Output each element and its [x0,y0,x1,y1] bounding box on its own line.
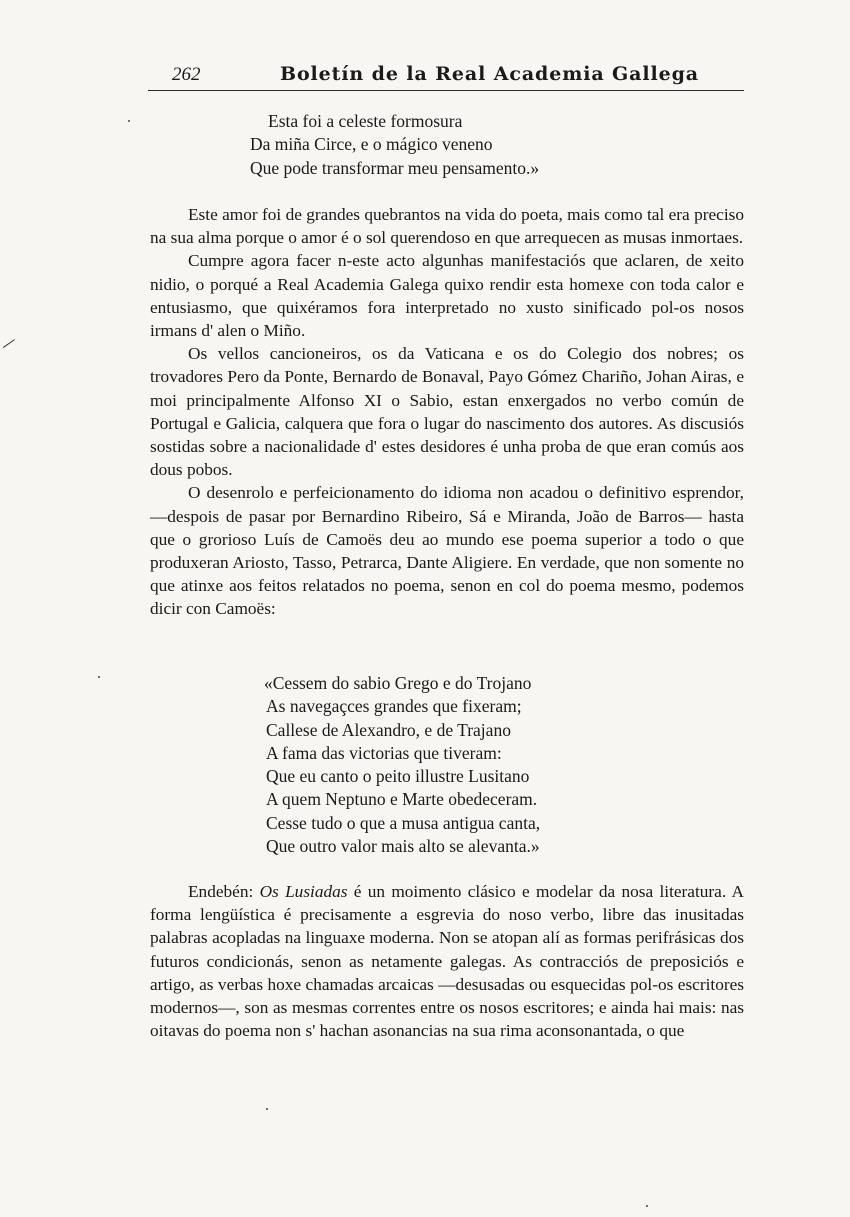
paragraph: Cumpre agora facer n-este acto algunhas manifestaciós que aclaren, de xeito nidio, o porqué a Real Academia Galega quixo rendir esta homexe con toda calor e entusiasmo, que quixéramos fora interpretado no xusto sinificado pol-os nosos irmans d' alen o Miño. [150,251,744,341]
paragraph: O desenrolo e perfeicionamento do idioma non acadou o definitivo esprendor, —despois de pasar por Bernardino Ribeiro, Sá e Miranda, João de Barros— hasta que o grorioso Luís de Camoës deu ao mundo ese poema superior a todo o que produxeran Ariosto, Tasso, Petrarca, Dante Aligiere. En verdade, que non somente no que atinxe aos feitos relatados no poema, senon en col do poema mesmo, podemos dicir con Camoës: [150,483,744,619]
verse-line: «Cessem do sabio Grego e do Trojano [264,673,532,693]
body-text-2 [150,880,744,1042]
verse-line: Esta foi a celeste formosura [268,111,463,131]
verse-line: Cesse tudo o que a musa antigua canta, [266,812,541,833]
paper-speck [98,676,100,678]
verse-line: As navegaçces grandes que fixeram; [266,696,522,717]
paper-speck [266,1108,268,1110]
verse-line: Da miña Circe, e o mágico veneno [250,134,493,155]
body-text-1 [150,203,744,621]
verse-line: A quem Neptuno e Marte obedeceram. [266,789,538,810]
page-header [148,60,744,91]
page-number: 262 [172,64,201,85]
paragraph [150,880,744,1042]
paragraph-lead: Endebén: [188,882,260,901]
verse-line: A fama das victorias que tiveram: [266,742,502,763]
verse-line: Que outro valor mais alto se alevanta.» [266,836,540,857]
running-title: Boletín de la Real Academia Gallega [280,63,700,85]
verse-quote-2 [266,672,540,858]
work-title: Os Lusiadas [259,882,348,901]
verse-line: Callese de Alexandro, e de Trajano [266,719,511,740]
verse-line: Que pode transformar meu pensamento.» [250,157,540,178]
paragraph-rest: é un moimento clásico e modelar da nosa literatura. A forma lengüística é precisamente a esgrevia do noso verbo, libre das inusitadas palabras acopladas na linguaxe moderna. Non se atopan alí as formas perifrásicas dos futuros condicionás, senon as netamente galegas. As contracciós de preposiciós e artigo, as verbas hoxe chamadas arcaicas —desusadas ou esquecidas pol-os escritores modernos—, son as mesmas correntes entre os nosos escritores; e ainda hai mais: nas oitavas do poema non s' hachan asonancias na sua rima aconsonantada, o que [150,882,744,1041]
paper-speck [646,1205,648,1207]
paper-speck [128,120,130,122]
verse-quote-1 [250,110,539,180]
margin-pen-mark [3,339,15,348]
paragraph: Este amor foi de grandes quebrantos na vida do poeta, mais como tal era preciso na sua alma porque o amor é o sol querendoso en que arrequecen as musas inmortaes. [150,205,744,248]
paragraph: Os vellos cancioneiros, os da Vaticana e os do Colegio dos nobres; os trovadores Pero da Ponte, Bernardo de Bonaval, Payo Gómez Chariño, Johan Airas, e moi principalmente Alfonso XI o Sabio, estan enxergados no verbo común de Portugal e Galicia, calquera que fora o lugar do nascimento dos autores. As discusiós sostidas sobre a nacionalidade d' estes desidores é unha proba de que eran comús aos dous pobos. [150,344,744,480]
verse-line: Que eu canto o peito illustre Lusitano [266,766,530,787]
